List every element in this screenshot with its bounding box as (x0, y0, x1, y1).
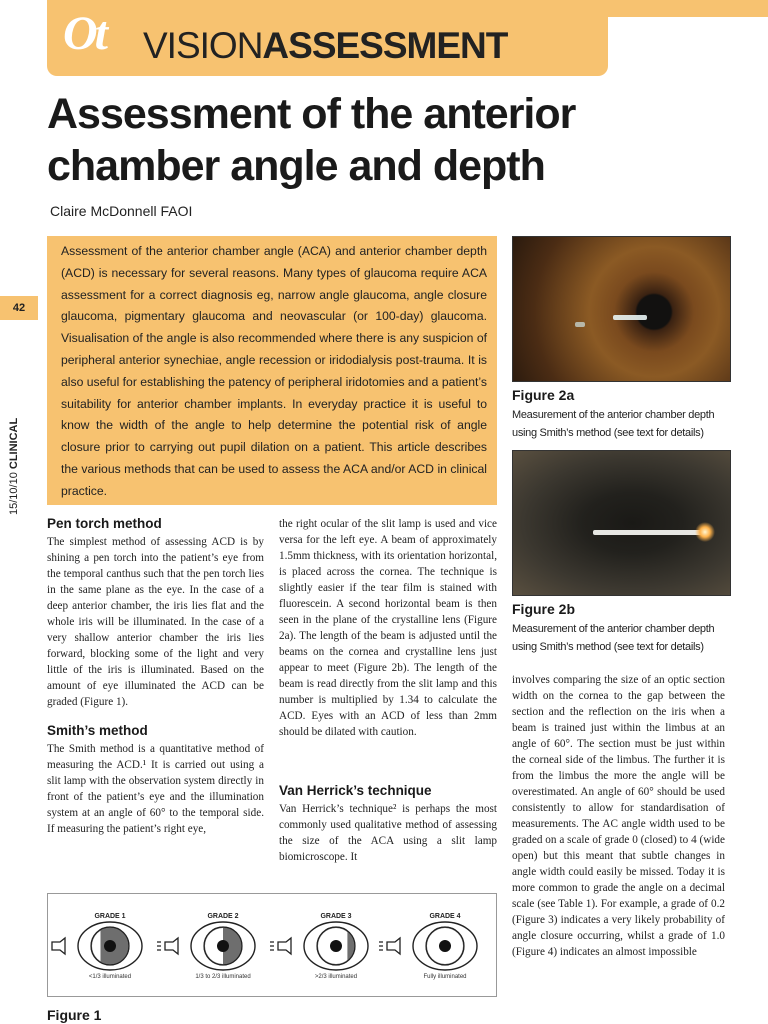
pen-torch-icon (379, 938, 400, 954)
grade-label: GRADE 4 (429, 913, 461, 920)
category-label: CLINICAL (8, 417, 20, 470)
section-name-light: VISION (143, 25, 263, 66)
figure-2a-caption: Measurement of the anterior chamber depth using Smith’s method (see text for details) (512, 409, 715, 439)
figure-2b-title: Figure 2b (512, 601, 576, 617)
van-herrick-heading: Van Herrick’s technique (279, 783, 432, 798)
ot-logo: Ot (63, 7, 105, 60)
pupil (439, 940, 451, 952)
grade-label: GRADE 1 (94, 913, 126, 920)
grade-4-illustration (379, 913, 477, 980)
body-column-3 (512, 672, 725, 960)
slit-beam-graphic-2 (513, 451, 730, 595)
smith-text: The Smith method is a quantitative method of measuring the ACD.¹ It is carried out using a slit lamp with the observation system directly in front of the patient’s eye and the illumination system at an angle of 60° to the temporal side. If measuring the patient’s right eye, (47, 743, 264, 835)
issue-date: 15/10/10 (8, 472, 20, 515)
figure-2b-image (512, 450, 731, 596)
grade-caption: <1/3 illuminated (88, 974, 132, 980)
grade-label: GRADE 2 (207, 913, 239, 920)
side-running-label (8, 418, 20, 515)
figure-2a-image (512, 236, 731, 382)
pupil (104, 940, 116, 952)
pen-torch-heading: Pen torch method (47, 516, 162, 531)
figure-2a-title: Figure 2a (512, 387, 575, 403)
smith-heading: Smith’s method (47, 723, 148, 738)
grade-caption: >2/3 illuminated (314, 974, 358, 980)
figure-1-title: Figure 1 (47, 1007, 102, 1023)
article-title: Assessment of the anterior chamber angle and depth (47, 90, 576, 190)
van-herrick-text-continued: involves comparing the size of an optic section width on the cornea to the gap between the section and the reflection on the iris when a beam is trained just within the limbus at an angle of 60°. The section must be just within the corneal side of the limbus. The further it is from the limbus the more the angle will be overestimated. An angle of 60° should be used consistently to allow for standardisation of measurements. The AC angle width used to be graded on a scale of grade 0 (closed) to 4 (wide open) but this meant that subtle changes in angle width could easily be missed. Today it is more common to grade the angle on a decimal scale (see Table 1). For example, a grade of 0.2 (Figure 3) indicates a very likely probability of angle closure occurring, whilst a grade of 1.0 (Figure 4) indicates an almost impossible (512, 674, 725, 958)
article-abstract: Assessment of the anterior chamber angle (ACA) and anterior chamber depth (ACD) is necessary for several reasons. Many types of glaucoma require ACA assessment for a correct diagnosis eg, narrow angle glaucoma, angle closure glaucoma, pigmentary glaucoma and neovascular (or 100-day) glaucoma. Visualisation of the angle is also recommended where there is any suspicion of peripheral anterior synechiae, angle recession or iridodialysis post-trauma. It is also useful for establishing the patency of peripheral iridotomies and a patient’s suitability for anterior chamber implants. In everyday practice it is useful to know the width of the angle to help determine the potential risk of angle closure prior to carrying out pupil dilation on a patient. This article describes the various methods that can be used to assess the ACA and/or ACD in clinical practice. (47, 236, 497, 505)
grade-2-illustration (157, 913, 255, 980)
header-accent-strip (600, 0, 768, 17)
body-column-1 (47, 515, 264, 837)
pen-torch-text: The simplest method of assessing ACD is by shining a pen torch into the patient’s eye from the temporal canthus such that the pen torch lies in the same plane as the eye. In the case of a deep anterior chamber, the iris lies flat and the whole iris will be illuminated. In the case of a very shallow anterior chamber the iris lies forward, blocking some of the light and very little of the iris is illuminated. Based on the amount of eye illuminated the ACD can be graded (Figure 1). (47, 536, 264, 708)
article-author: Claire McDonnell FAOI (50, 203, 193, 219)
figure-1-diagram (47, 893, 497, 997)
section-banner (47, 0, 608, 76)
pen-torch-icon (48, 938, 65, 954)
grade-label: GRADE 3 (320, 913, 352, 920)
slit-beam-graphic (513, 237, 730, 381)
pen-torch-icon (270, 938, 291, 954)
page-number: 42 (0, 296, 38, 320)
grade-caption: Fully illuminated (423, 974, 467, 980)
pupil (330, 940, 342, 952)
section-name-bold: ASSESSMENT (262, 25, 508, 66)
pupil (217, 940, 229, 952)
grade-caption: 1/3 to 2/3 illuminated (195, 974, 251, 980)
grade-1-illustration (48, 913, 142, 980)
pen-torch-icon (157, 938, 178, 954)
figure-2b-caption: Measurement of the anterior chamber depth using Smith’s method (see text for details) (512, 623, 715, 653)
grade-3-illustration (270, 913, 368, 980)
section-name (143, 24, 507, 68)
grade-diagram (48, 894, 496, 996)
body-column-2 (279, 516, 497, 865)
smith-text-continued: the right ocular of the slit lamp is used and vice versa for the left eye. A beam of approximately 1.5mm thickness, with its orientation horizontal, is placed across the cornea. The technique is slightly easier if the tear film is stained with fluorescein. A second horizontal beam is then seen in the plane of the crystalline lens (Figure 2a). The length of the beam is adjusted until the beams on the cornea and crystalline lens just appear to meet (Figure 2b). The length of the beam is read directly from the slit lamp and this number is multiplied by 1.34 to calculate the ACD. Eyes with an ACD of less than 2mm should be dilated with caution. (279, 518, 497, 738)
van-herrick-text: Van Herrick’s technique² is perhaps the most commonly used qualitative method of assessing the size of the ACA using a slit lamp biomicroscope. It (279, 803, 497, 863)
